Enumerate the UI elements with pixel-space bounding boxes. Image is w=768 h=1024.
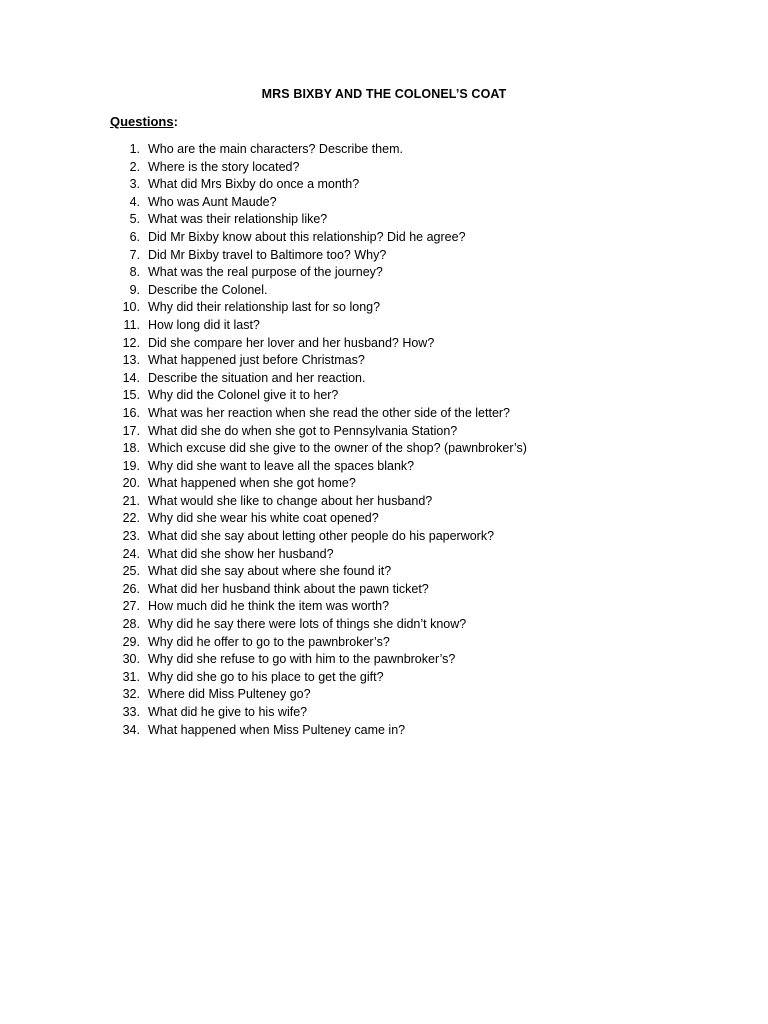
question-text: Which excuse did she give to the owner of the shop? (pawnbroker’s) (148, 441, 527, 456)
question-text: What was her reaction when she read the other side of the letter? (148, 405, 511, 420)
question-number: 14. (122, 370, 140, 385)
questions-heading-label: Questions (110, 114, 174, 129)
question-item (110, 211, 527, 229)
question-number: 16. (122, 405, 140, 420)
questions-heading-colon: : (173, 114, 178, 129)
question-text: Why did the Colonel give it to her? (148, 388, 339, 403)
question-number: 29. (122, 634, 140, 649)
question-number: 34. (122, 722, 140, 737)
question-number: 28. (122, 617, 140, 632)
question-number: 3. (129, 177, 140, 192)
question-text: What did her husband think about the pawn ticket? (148, 581, 429, 596)
question-text: Where did Miss Pulteney go? (148, 687, 311, 702)
question-number: 30. (122, 652, 140, 667)
question-number: 9. (129, 282, 140, 297)
question-item (110, 176, 527, 194)
question-item (110, 440, 527, 458)
question-item (110, 510, 527, 528)
question-item (110, 704, 527, 722)
question-item (110, 598, 527, 616)
question-item (110, 475, 527, 493)
question-number: 8. (129, 265, 140, 280)
question-number: 15. (122, 388, 140, 403)
question-number: 22. (122, 511, 140, 526)
question-text: Did Mr Bixby travel to Baltimore too? Why? (148, 247, 387, 262)
question-text: Why did he say there were lots of things she didn’t know? (148, 617, 467, 632)
question-item (110, 387, 527, 405)
question-text: How much did he think the item was worth? (148, 599, 390, 614)
question-text: Why did he offer to go to the pawnbroker’s? (148, 634, 390, 649)
question-text: What happened when Miss Pulteney came in? (148, 722, 406, 737)
question-text: What did she say about where she found it? (148, 564, 392, 579)
question-item (110, 722, 527, 740)
question-text: Why did their relationship last for so long? (148, 300, 381, 315)
question-number: 17. (122, 423, 140, 438)
question-item (110, 335, 527, 353)
question-item (110, 247, 527, 265)
question-text: Who are the main characters? Describe them. (148, 142, 403, 156)
question-item (110, 581, 527, 599)
question-list (110, 141, 527, 739)
question-item (110, 264, 527, 282)
question-item (110, 405, 527, 423)
question-number: 23. (122, 529, 140, 544)
question-item (110, 352, 527, 370)
question-number: 32. (122, 687, 140, 702)
question-item (110, 563, 527, 581)
question-number: 2. (129, 159, 140, 174)
question-item (110, 370, 527, 388)
question-item (110, 634, 527, 652)
question-number: 6. (129, 229, 140, 244)
question-text: What would she like to change about her husband? (148, 493, 433, 508)
question-item (110, 194, 527, 212)
question-item (110, 423, 527, 441)
question-text: Why did she go to his place to get the gift? (148, 669, 384, 684)
question-text: Why did she want to leave all the spaces blank? (148, 458, 415, 473)
questions-heading (110, 114, 178, 129)
question-text: Why did she wear his white coat opened? (148, 511, 379, 526)
question-text: What was the real purpose of the journey? (148, 265, 383, 280)
question-item (110, 686, 527, 704)
question-number: 10. (122, 300, 140, 315)
question-text: What did Mrs Bixby do once a month? (148, 177, 360, 192)
question-text: Did Mr Bixby know about this relationship? Did he agree? (148, 229, 466, 244)
question-number: 1. (129, 142, 140, 156)
question-item (110, 493, 527, 511)
question-number: 33. (122, 705, 140, 719)
question-number: 7. (129, 247, 140, 262)
question-item (110, 546, 527, 564)
question-number: 26. (122, 581, 140, 596)
question-item (110, 528, 527, 546)
question-item (110, 317, 527, 335)
question-text: What was their relationship like? (148, 212, 328, 227)
question-text: Where is the story located? (148, 159, 300, 174)
question-item (110, 229, 527, 247)
question-number: 25. (122, 564, 140, 579)
question-text: How long did it last? (148, 317, 260, 332)
question-number: 13. (122, 353, 140, 368)
question-text: What did she do when she got to Pennsylvania Station? (148, 423, 458, 438)
question-text: Why did she refuse to go with him to the pawnbroker’s? (148, 652, 456, 667)
question-number: 5. (129, 212, 140, 227)
question-item (110, 141, 527, 159)
question-text: What did she show her husband? (148, 546, 334, 561)
question-text: Did she compare her lover and her husband? How? (148, 335, 435, 350)
question-text: Who was Aunt Maude? (148, 194, 277, 209)
question-number: 18. (122, 441, 140, 456)
question-text: What did she say about letting other people do his paperwork? (148, 529, 495, 544)
document-title: MRS BIXBY AND THE COLONEL’S COAT (261, 87, 507, 101)
question-number: 31. (122, 669, 140, 684)
question-text: What happened just before Christmas? (148, 353, 365, 368)
question-number: 24. (122, 546, 140, 561)
question-text: What happened when she got home? (148, 476, 356, 491)
question-text: Describe the Colonel. (148, 282, 268, 297)
question-item (110, 616, 527, 634)
question-number: 27. (122, 599, 140, 614)
question-number: 12. (122, 335, 140, 350)
question-item (110, 669, 527, 687)
question-number: 4. (129, 194, 140, 209)
question-item (110, 651, 527, 669)
question-text: Describe the situation and her reaction. (148, 370, 366, 385)
question-number: 19. (122, 458, 140, 473)
question-item (110, 458, 527, 476)
question-item (110, 299, 527, 317)
question-item (110, 282, 527, 300)
question-text: What did he give to his wife? (148, 705, 308, 719)
question-number: 20. (122, 476, 140, 491)
question-item (110, 159, 527, 177)
question-number: 11. (123, 317, 140, 332)
question-number: 21. (122, 493, 140, 508)
